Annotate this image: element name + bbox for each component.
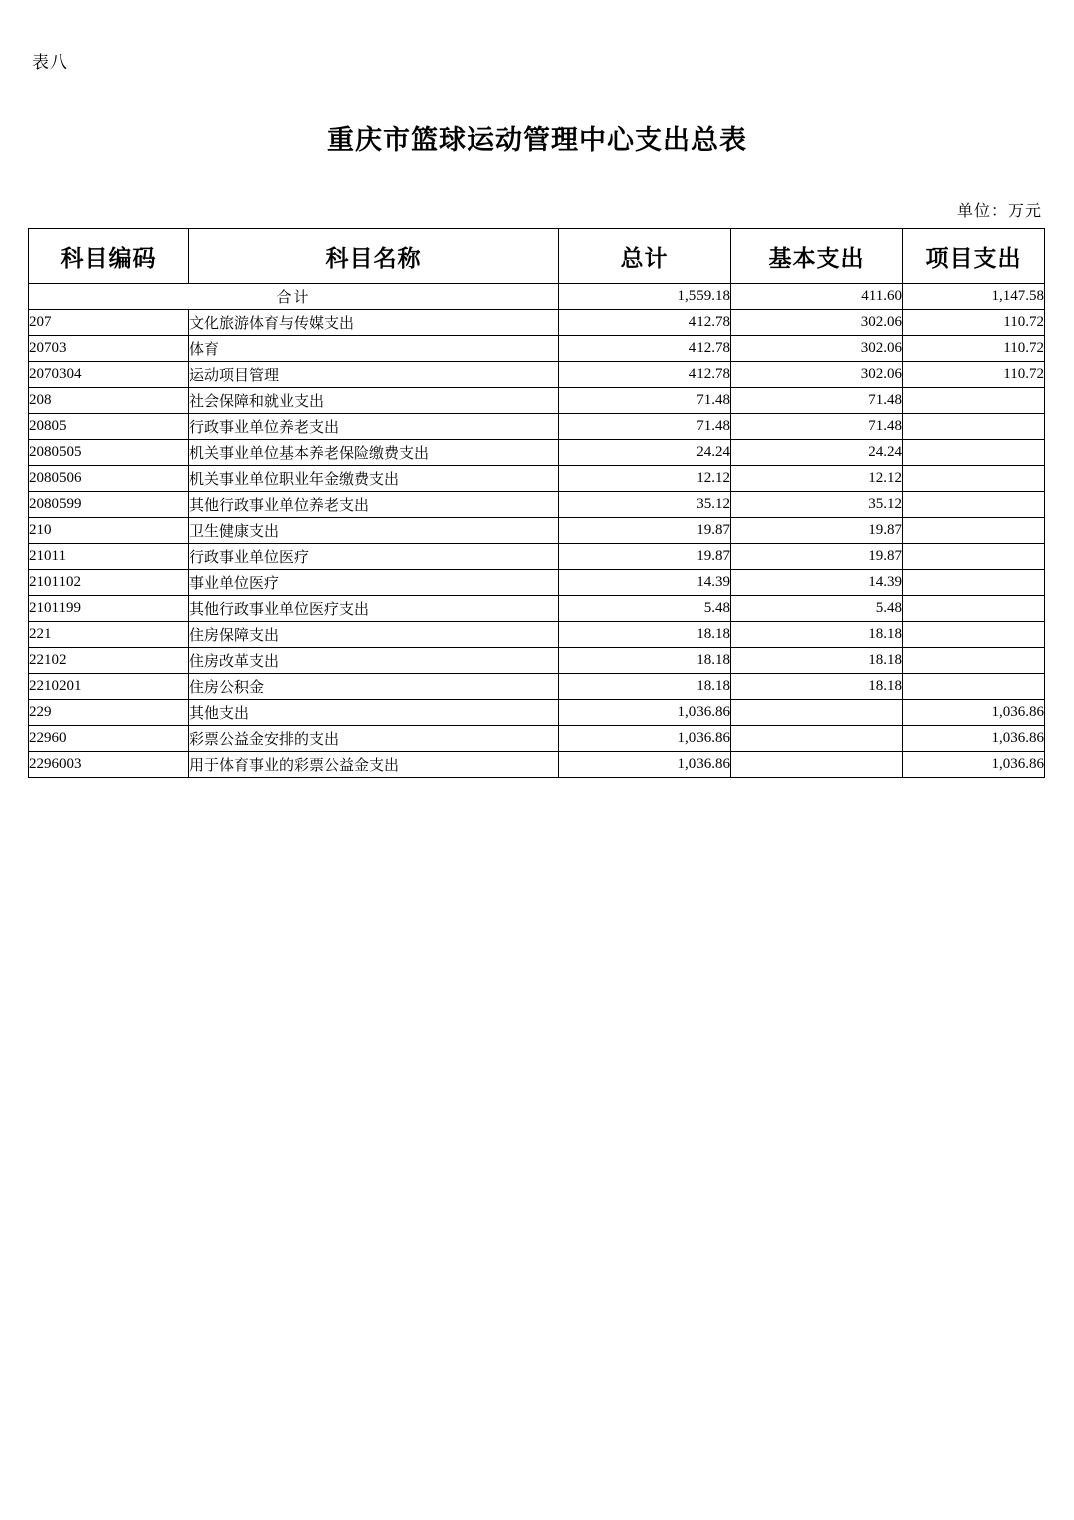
table-row: [29, 414, 1045, 440]
cell-code: 2070304: [29, 362, 189, 388]
cell-code: 22102: [29, 648, 189, 674]
cell-basic: 18.18: [731, 648, 903, 674]
table-header-row: [29, 229, 1045, 284]
cell-code: 210: [29, 518, 189, 544]
table-row: [29, 596, 1045, 622]
cell-project: 110.72: [903, 362, 1045, 388]
cell-name: 其他行政事业单位养老支出: [189, 492, 559, 518]
cell-name: 其他支出: [189, 700, 559, 726]
cell-code: 208: [29, 388, 189, 414]
cell-code: 2080505: [29, 440, 189, 466]
column-header-basic: 基本支出: [731, 229, 903, 284]
cell-basic: 24.24: [731, 440, 903, 466]
table-row-total: [29, 284, 1045, 310]
cell-total: 71.48: [559, 388, 731, 414]
cell-basic: 14.39: [731, 570, 903, 596]
cell-name: 住房保障支出: [189, 622, 559, 648]
table-row: [29, 336, 1045, 362]
cell-name: 住房公积金: [189, 674, 559, 700]
cell-name: 用于体育事业的彩票公益金支出: [189, 752, 559, 778]
total-row-label: 合计: [29, 284, 559, 310]
expenditure-table: [28, 228, 1045, 778]
cell-name: 卫生健康支出: [189, 518, 559, 544]
cell-basic: 35.12: [731, 492, 903, 518]
table-row: [29, 648, 1045, 674]
cell-total: 19.87: [559, 544, 731, 570]
cell-name: 机关事业单位基本养老保险缴费支出: [189, 440, 559, 466]
cell-code: 229: [29, 700, 189, 726]
cell-total: 412.78: [559, 336, 731, 362]
table-row: [29, 518, 1045, 544]
cell-code: 20703: [29, 336, 189, 362]
column-header-name: 科目名称: [189, 229, 559, 284]
table-row: [29, 388, 1045, 414]
cell-code: 2080599: [29, 492, 189, 518]
cell-code: 207: [29, 310, 189, 336]
cell-project: [903, 622, 1045, 648]
cell-basic: 302.06: [731, 336, 903, 362]
cell-total: 412.78: [559, 310, 731, 336]
cell-basic: 19.87: [731, 544, 903, 570]
table-header: [29, 229, 1045, 284]
table-row: [29, 752, 1045, 778]
table-row: [29, 544, 1045, 570]
cell-code: 2101199: [29, 596, 189, 622]
cell-name: 社会保障和就业支出: [189, 388, 559, 414]
cell-total: 18.18: [559, 674, 731, 700]
cell-basic: 12.12: [731, 466, 903, 492]
cell-name: 彩票公益金安排的支出: [189, 726, 559, 752]
cell-project: 110.72: [903, 336, 1045, 362]
cell-project: [903, 518, 1045, 544]
cell-code: 2210201: [29, 674, 189, 700]
cell-name: 体育: [189, 336, 559, 362]
table-row: [29, 570, 1045, 596]
total-row-basic: 411.60: [731, 284, 903, 310]
table-row: [29, 440, 1045, 466]
cell-name: 其他行政事业单位医疗支出: [189, 596, 559, 622]
cell-basic: 71.48: [731, 414, 903, 440]
cell-name: 住房改革支出: [189, 648, 559, 674]
cell-code: 2296003: [29, 752, 189, 778]
cell-basic: 18.18: [731, 622, 903, 648]
sheet-label: 表八: [32, 53, 68, 72]
cell-total: 1,036.86: [559, 726, 731, 752]
table-row: [29, 466, 1045, 492]
cell-project: [903, 440, 1045, 466]
cell-name: 事业单位医疗: [189, 570, 559, 596]
cell-total: 18.18: [559, 622, 731, 648]
cell-total: 35.12: [559, 492, 731, 518]
cell-total: 24.24: [559, 440, 731, 466]
cell-project: [903, 388, 1045, 414]
cell-project: [903, 414, 1045, 440]
cell-name: 文化旅游体育与传媒支出: [189, 310, 559, 336]
cell-project: 110.72: [903, 310, 1045, 336]
cell-project: [903, 492, 1045, 518]
column-header-total: 总计: [559, 229, 731, 284]
cell-basic: 302.06: [731, 362, 903, 388]
cell-project: [903, 466, 1045, 492]
cell-name: 行政事业单位养老支出: [189, 414, 559, 440]
cell-total: 1,036.86: [559, 752, 731, 778]
unit-note: 单位：万元: [956, 203, 1042, 220]
cell-name: 行政事业单位医疗: [189, 544, 559, 570]
cell-basic: 71.48: [731, 388, 903, 414]
cell-basic: 302.06: [731, 310, 903, 336]
table-row: [29, 674, 1045, 700]
cell-total: 1,036.86: [559, 700, 731, 726]
cell-basic: 19.87: [731, 518, 903, 544]
cell-total: 71.48: [559, 414, 731, 440]
cell-project: [903, 570, 1045, 596]
cell-total: 5.48: [559, 596, 731, 622]
cell-total: 12.12: [559, 466, 731, 492]
cell-code: 22960: [29, 726, 189, 752]
column-header-code: 科目编码: [29, 229, 189, 284]
total-row-total: 1,559.18: [559, 284, 731, 310]
total-row-project: 1,147.58: [903, 284, 1045, 310]
cell-project: [903, 544, 1045, 570]
cell-code: 2080506: [29, 466, 189, 492]
cell-code: 221: [29, 622, 189, 648]
cell-basic: 18.18: [731, 674, 903, 700]
table-row: [29, 700, 1045, 726]
cell-total: 14.39: [559, 570, 731, 596]
cell-basic: [731, 726, 903, 752]
table-row: [29, 726, 1045, 752]
table-body: [29, 284, 1045, 778]
table-row: [29, 622, 1045, 648]
cell-code: 21011: [29, 544, 189, 570]
table-row: [29, 492, 1045, 518]
cell-project: [903, 648, 1045, 674]
cell-total: 18.18: [559, 648, 731, 674]
cell-basic: 5.48: [731, 596, 903, 622]
cell-name: 运动项目管理: [189, 362, 559, 388]
cell-total: 19.87: [559, 518, 731, 544]
cell-basic: [731, 700, 903, 726]
cell-code: 20805: [29, 414, 189, 440]
cell-total: 412.78: [559, 362, 731, 388]
cell-project: [903, 596, 1045, 622]
cell-code: 2101102: [29, 570, 189, 596]
page-title: 重庆市篮球运动管理中心支出总表: [327, 125, 747, 155]
cell-project: 1,036.86: [903, 752, 1045, 778]
cell-basic: [731, 752, 903, 778]
table-row: [29, 362, 1045, 388]
cell-name: 机关事业单位职业年金缴费支出: [189, 466, 559, 492]
table-row: [29, 310, 1045, 336]
cell-project: 1,036.86: [903, 700, 1045, 726]
cell-project: 1,036.86: [903, 726, 1045, 752]
column-header-project: 项目支出: [903, 229, 1045, 284]
cell-project: [903, 674, 1045, 700]
